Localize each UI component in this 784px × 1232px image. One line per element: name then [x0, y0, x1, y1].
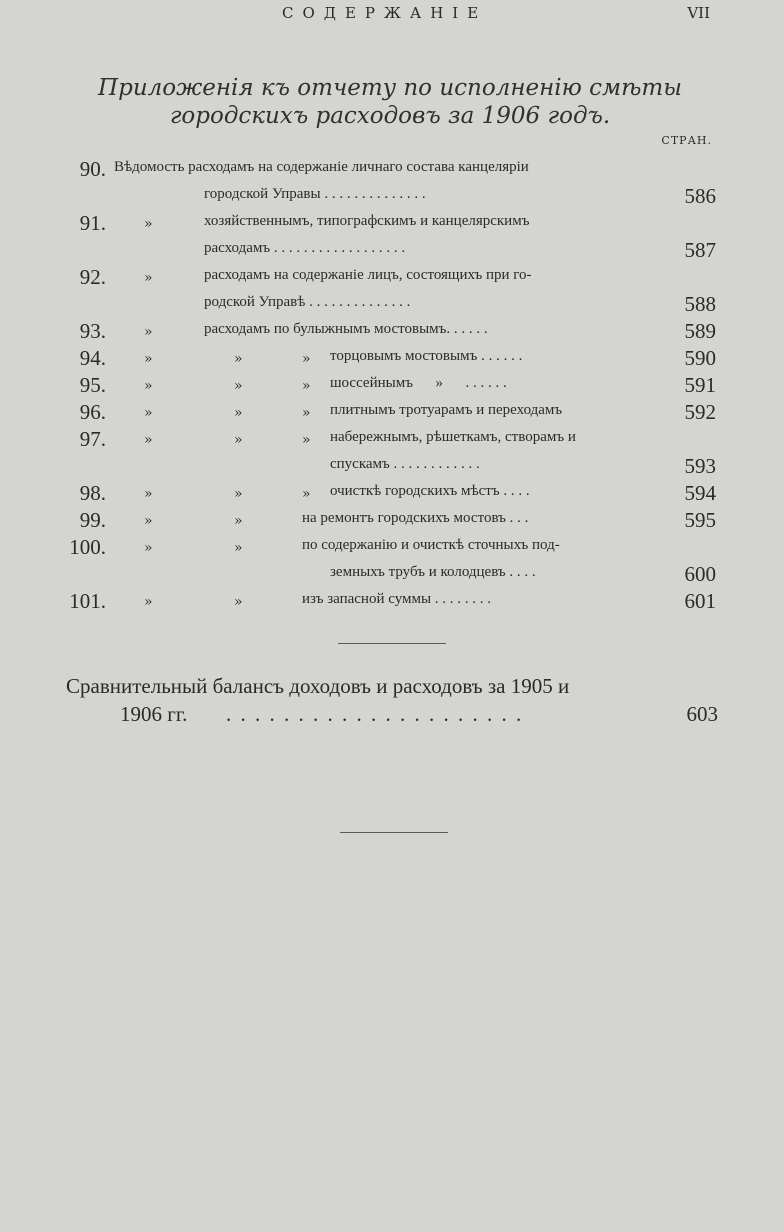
entry-page: 586 — [684, 184, 716, 208]
entry-number: 95. — [79, 373, 106, 397]
entry-number: 97. — [79, 427, 106, 451]
end-divider — [340, 832, 448, 833]
balance-text-line-1: Сравнительный балансъ доходовъ и расходовъ за 1905 и — [66, 674, 570, 698]
ditto-mark: » — [234, 540, 243, 556]
ditto-mark: » — [144, 540, 153, 556]
entry-page: 587 — [684, 238, 716, 262]
section-heading — [60, 74, 720, 130]
entry-page: 591 — [684, 373, 716, 397]
running-head-page-number: VII — [687, 4, 710, 22]
ditto-mark: » — [144, 351, 153, 367]
balance-text-line-2: 1906 гг. — [120, 702, 188, 726]
entry-text: расходамъ по булыжнымъ мостовымъ. . . . . . — [204, 321, 488, 337]
balance-page: 603 — [686, 702, 718, 726]
entry-text: хозяйственнымъ, типографскимъ и канцелярскимъ — [204, 213, 530, 229]
section-heading-line-2: городскихъ расходовъ за 1906 годъ. — [169, 103, 611, 129]
entry-page: 594 — [684, 481, 716, 505]
entry-page: 595 — [684, 508, 716, 532]
ditto-mark: » — [234, 513, 243, 529]
section-heading-line-1: Приложенія къ отчету по исполненію смѣты — [98, 75, 682, 101]
ditto-mark: » — [302, 486, 311, 502]
ditto-mark: » — [144, 378, 153, 394]
entry-text: шоссейнымъ » . . . . . . — [330, 375, 507, 391]
entry-page: 590 — [684, 346, 716, 370]
entry-text: на ремонтъ городскихъ мостовъ . . . — [302, 510, 529, 526]
entry-number: 93. — [79, 319, 106, 343]
entry-text: городской Управы . . . . . . . . . . . . . . — [204, 186, 426, 202]
ditto-mark: » — [302, 351, 311, 367]
entry-text: изъ запасной суммы . . . . . . . . — [302, 591, 492, 607]
ditto-mark: » — [234, 486, 243, 502]
entry-number: 94. — [79, 346, 106, 370]
ditto-mark: » — [144, 594, 153, 610]
entry-page: 600 — [684, 562, 716, 586]
entry-text: набережнымъ, рѣшеткамъ, створамъ и — [330, 429, 576, 445]
ditto-mark: » — [234, 405, 243, 421]
balance-leader-dots: . . . . . . . . . . . . . . . . . . . . . — [226, 702, 524, 726]
entry-text: родской Управѣ . . . . . . . . . . . . . . — [204, 294, 411, 310]
entry-page: 588 — [684, 292, 716, 316]
ditto-mark: » — [144, 486, 153, 502]
ditto-mark: » — [144, 216, 153, 232]
entry-number: 92. — [79, 265, 106, 289]
entry-number: 100. — [69, 535, 106, 559]
ditto-mark: » — [234, 351, 243, 367]
entry-number: 98. — [79, 481, 106, 505]
entry-number: 90. — [79, 157, 106, 181]
entry-number: 91. — [79, 211, 106, 235]
ditto-mark: » — [302, 405, 311, 421]
section-divider — [338, 643, 446, 644]
ditto-mark: » — [144, 432, 153, 448]
running-head — [0, 4, 784, 24]
ditto-mark: » — [302, 378, 311, 394]
entry-number: 96. — [79, 400, 106, 424]
entry-number: 99. — [79, 508, 106, 532]
entry-text: Вѣдомость расходамъ на содержаніе личнаго состава канцеляріи — [114, 159, 529, 175]
ditto-mark: » — [144, 270, 153, 286]
entry-page: 592 — [684, 400, 716, 424]
entry-number: 101. — [69, 589, 106, 613]
entry-text: торцовымъ мостовымъ . . . . . . — [330, 348, 523, 364]
entry-text: расходамъ на содержаніе лицъ, состоящихъ при го- — [204, 267, 532, 283]
entry-text: по содержанію и очисткѣ сточныхъ под- — [302, 537, 560, 553]
entry-text: очисткѣ городскихъ мѣстъ . . . . — [330, 483, 530, 499]
ditto-mark: » — [144, 405, 153, 421]
ditto-mark: » — [234, 378, 243, 394]
ditto-mark: » — [302, 432, 311, 448]
entry-text: земныхъ трубъ и колодцевъ . . . . — [330, 564, 536, 580]
ditto-mark: » — [234, 594, 243, 610]
ditto-mark: » — [144, 513, 153, 529]
entry-page: 601 — [684, 589, 716, 613]
running-head-title: СОДЕРЖАНІЕ — [282, 4, 488, 22]
ditto-mark: » — [234, 432, 243, 448]
ditto-mark: » — [144, 324, 153, 340]
entry-text: спускамъ . . . . . . . . . . . . — [330, 456, 480, 472]
entry-text: расходамъ . . . . . . . . . . . . . . . . . . — [204, 240, 406, 256]
entry-page: 593 — [684, 454, 716, 478]
entry-page: 589 — [684, 319, 716, 343]
entry-text: плитнымъ тротуарамъ и переходамъ — [330, 402, 563, 418]
page-column-header: СТРАН. — [661, 134, 712, 147]
